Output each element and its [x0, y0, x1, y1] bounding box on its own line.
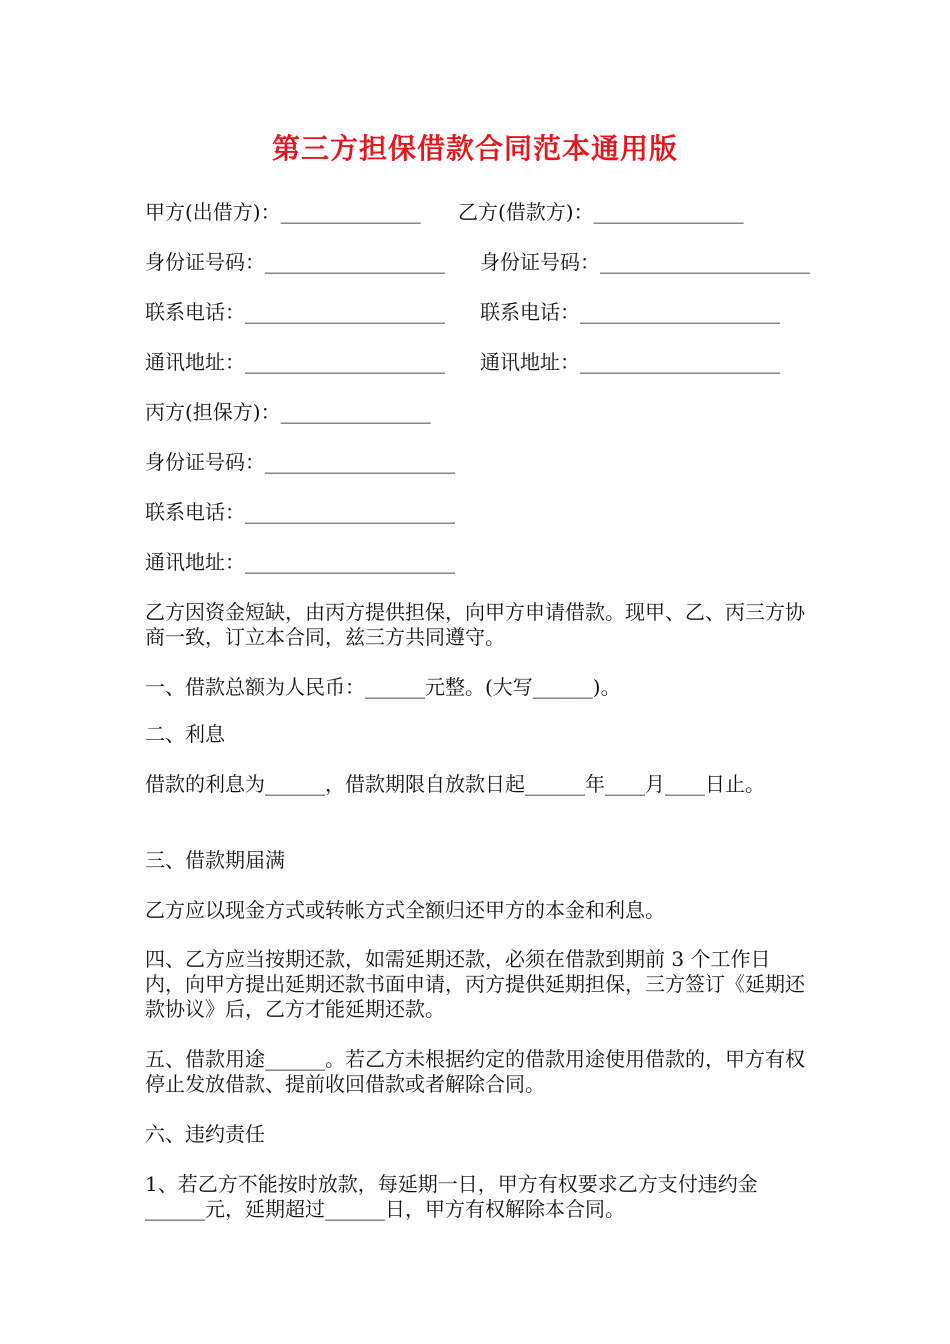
document-title: 第三方担保借款合同范本通用版 [271, 132, 678, 165]
party-row [145, 250, 810, 275]
party-b-phone-field: 联系电话：____________________ [480, 300, 780, 324]
guarantor-id-field: 身份证号码：___________________ [145, 450, 455, 474]
guarantor-name-field: 丙方(担保方)：_______________ [145, 400, 431, 424]
clause-heading-liability: 六、违约责任 [145, 1122, 265, 1146]
clause-liability-1: 1、若乙方不能按时放款，每延期一日，甲方有权要求乙方支付违约金______元，延期超过______日，甲方有权解除本合同。 [145, 1172, 758, 1221]
party-b-id-field: 身份证号码：_____________________ [480, 250, 810, 274]
party-row [145, 350, 780, 375]
party-b-name-field: 乙方(借款方)：_______________ [458, 200, 744, 224]
party-a-address-field: 通讯地址：____________________ [145, 350, 445, 374]
clause-interest-text: 借款的利息为______，借款期限自放款日起______年____月____日止。 [145, 772, 765, 796]
preamble-paragraph: 乙方因资金短缺，由丙方提供担保，向甲方申请借款。现甲、乙、丙三方协商一致，订立本合同，兹三方共同遵守。 [145, 600, 805, 649]
guarantor-phone-field: 联系电话：_____________________ [145, 500, 455, 524]
party-a-phone-field: 联系电话：____________________ [145, 300, 445, 324]
party-b-address-field: 通讯地址：____________________ [480, 350, 780, 374]
clause-heading-term: 三、借款期届满 [145, 848, 285, 872]
party-row [145, 300, 780, 325]
party-a-id-field: 身份证号码：__________________ [145, 250, 445, 274]
clause-extension: 四、乙方应当按期还款，如需延期还款，必须在借款到期前 3 个工作日内，向甲方提出延期还款书面申请，丙方提供延期担保，三方签订《延期还款协议》后，乙方才能延期还款。 [145, 947, 805, 1021]
clause-loan-purpose: 五、借款用途______。若乙方未根据约定的借款用途使用借款的，甲方有权停止发放借款、提前收回借款或者解除合同。 [145, 1047, 805, 1096]
party-row [145, 200, 744, 225]
guarantor-address-field: 通讯地址：_____________________ [145, 550, 455, 574]
clause-heading-interest: 二、利息 [145, 722, 225, 746]
clause-loan-amount: 一、借款总额为人民币：______元整。(大写______)。 [145, 675, 621, 699]
party-a-name-field: 甲方(出借方)：______________ [145, 200, 421, 224]
clause-repayment-text: 乙方应以现金方式或转帐方式全额归还甲方的本金和利息。 [145, 898, 665, 922]
